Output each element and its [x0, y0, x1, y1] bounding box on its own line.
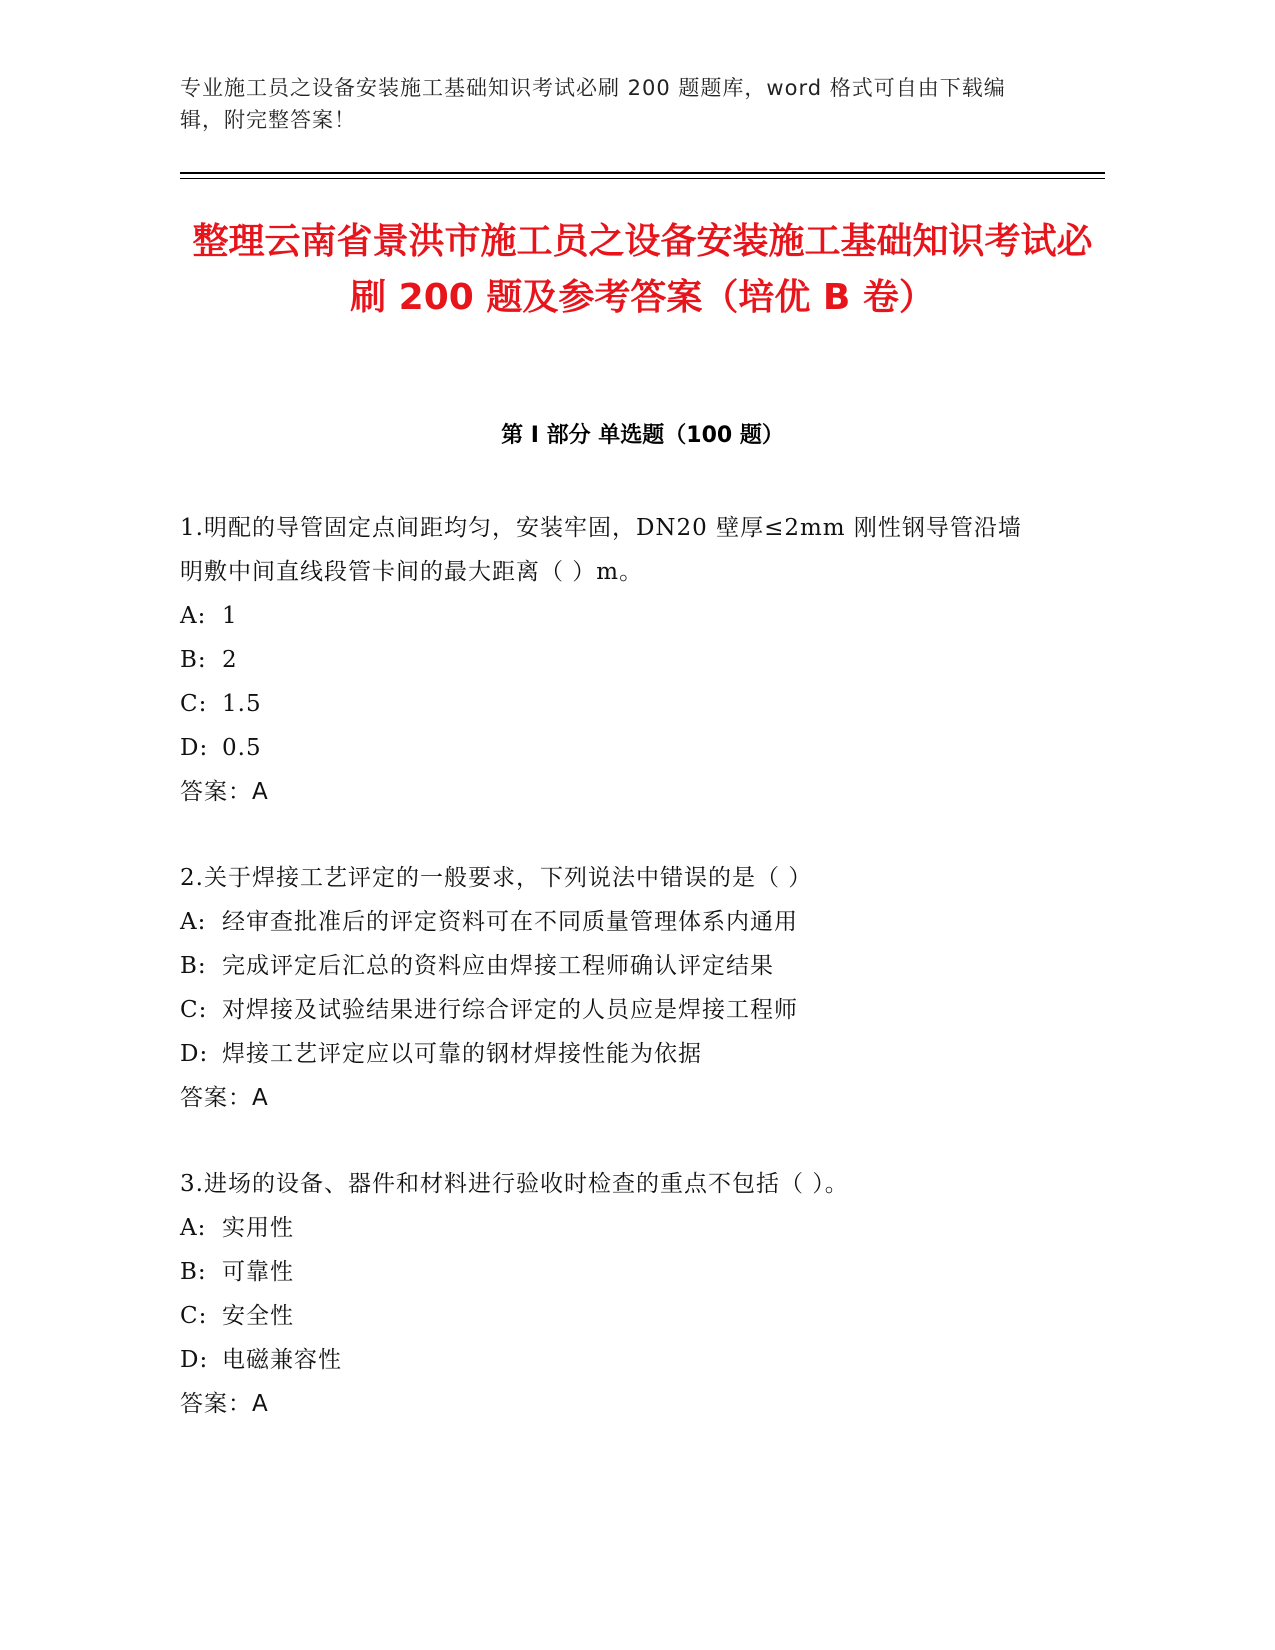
option-letter: A: [180, 909, 207, 935]
option-text: 实用性 [222, 1215, 294, 1241]
option-d [180, 726, 1040, 770]
section-title: 第 I 部分 单选题（100 题） [501, 423, 784, 448]
option-b [180, 944, 1040, 988]
question-item [180, 1162, 1040, 1426]
question-text: 3.进场的设备、器件和材料进行验收时检查的重点不包括（ ）。 [180, 1171, 849, 1197]
option-text: 完成评定后汇总的资料应由焊接工程师确认评定结果 [222, 953, 774, 979]
option-b [180, 1250, 1040, 1294]
question-item [180, 506, 1040, 814]
header-rule-thin [180, 178, 1105, 179]
option-letter: C: [180, 1303, 208, 1329]
option-letter: D: [180, 1041, 209, 1067]
answer-line: 答案：A [180, 1085, 269, 1111]
option-a [180, 1206, 1040, 1250]
option-letter: B: [180, 1259, 207, 1285]
header-note: 专业施工员之设备安装施工基础知识考试必刷 200 题题库，word 格式可自由下载编辑，附完整答案！ [180, 76, 1006, 132]
question-text: 2.关于焊接工艺评定的一般要求，下列说法中错误的是（ ） [180, 865, 813, 891]
question-list [180, 506, 1040, 1468]
option-text: 对焊接及试验结果进行综合评定的人员应是焊接工程师 [222, 997, 798, 1023]
answer-line: 答案：A [180, 779, 269, 805]
option-a [180, 594, 1040, 638]
option-letter: D: [180, 1347, 209, 1373]
option-text: 经审查批准后的评定资料可在不同质量管理体系内通用 [222, 909, 798, 935]
option-text: 可靠性 [222, 1259, 294, 1285]
option-text: 0.5 [222, 735, 262, 761]
question-item [180, 856, 1040, 1120]
option-c [180, 988, 1040, 1032]
answer-line: 答案：A [180, 1391, 269, 1417]
option-letter: C: [180, 997, 208, 1023]
option-letter: D: [180, 735, 209, 761]
option-b [180, 638, 1040, 682]
option-letter: C: [180, 691, 208, 717]
option-letter: B: [180, 953, 207, 979]
header-rule-thick [180, 172, 1105, 174]
option-letter: A: [180, 603, 207, 629]
option-text: 2 [222, 647, 238, 673]
option-text: 安全性 [222, 1303, 294, 1329]
option-text: 电磁兼容性 [222, 1347, 342, 1373]
question-text: 1.明配的导管固定点间距均匀，安装牢固，DN20 壁厚≤2mm 刚性钢导管沿墙明敷中间直线段管卡间的最大距离（ ）m。 [180, 515, 1022, 585]
option-c [180, 682, 1040, 726]
option-d [180, 1338, 1040, 1382]
option-letter: B: [180, 647, 207, 673]
option-letter: A: [180, 1215, 207, 1241]
option-d [180, 1032, 1040, 1076]
option-text: 1 [222, 603, 238, 629]
option-c [180, 1294, 1040, 1338]
option-a [180, 900, 1040, 944]
option-text: 焊接工艺评定应以可靠的钢材焊接性能为依据 [222, 1041, 702, 1067]
option-text: 1.5 [222, 691, 262, 717]
document-title: 整理云南省景洪市施工员之设备安装施工基础知识考试必刷 200 题及参考答案（培优 B 卷） [192, 221, 1093, 318]
